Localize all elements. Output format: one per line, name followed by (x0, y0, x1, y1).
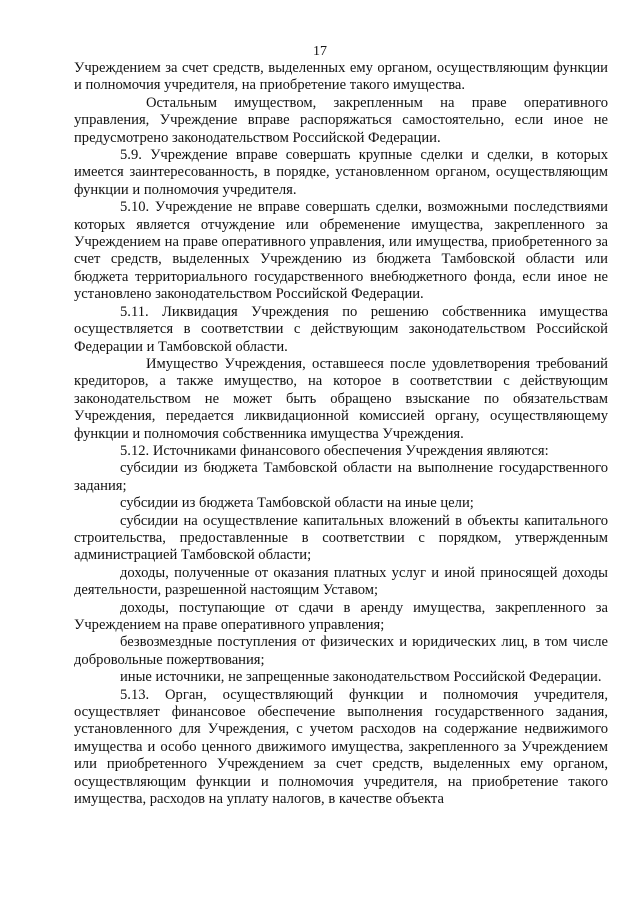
list-item-other-subsidies: субсидии из бюджета Тамбовской области на иные цели; (120, 495, 474, 512)
list-item-paid-services-income: доходы, полученные от оказания платных услуг и иной приносящей доходы деятельности, разрешенной настоящим Уставом; (74, 564, 608, 599)
paragraph-remaining-property: Остальным имуществом, закрепленным на праве оперативного управления, Учреждение вправе распоряжаться самостоятельно, если иное не предусмотрено законодательством Российской Федерации. (74, 94, 608, 146)
paragraph-5-12: 5.12. Источниками финансового обеспечения Учреждения являются: (120, 442, 549, 459)
list-item-other-sources: иные источники, не запрещенные законодательством Российской Федерации. (120, 669, 602, 686)
list-item-capital-subsidies: субсидии на осуществление капитальных вложений в объекты капитального строительства, предоставленные в соответствии с порядком, утвержденным администрацией Тамбовской области; (74, 512, 608, 564)
paragraph-continuation: Учреждением за счет средств, выделенных ему органом, осуществляющим функции и полномочия учредителя, на приобретение такого имущества. (74, 60, 608, 94)
list-item-donations: безвозмездные поступления от физических и юридических лиц, в том числе добровольные пожертвования; (74, 634, 608, 668)
paragraph-5-9: 5.9. Учреждение вправе совершать крупные сделки и сделки, в которых имеется заинтересованность, в порядке, установленном органом, осуществляющим функции и полномочия учредителя. (74, 147, 608, 198)
document-body (74, 60, 608, 808)
list-item-state-task-subsidies: субсидии из бюджета Тамбовской области на выполнение государственного задания; (74, 460, 608, 494)
paragraph-5-10: 5.10. Учреждение не вправе совершать сделки, возможными последствиями которых является отчуждение или обременение имущества, закрепленного за Учреждением на праве оперативного управления, или имущества, приобретенного за счет средств, выделенных Учреждению из бюджета Тамбовской области или бюджета территориального государственного внебюджетного фонда, если иное не установлено законодательством Российской Федерации. (74, 199, 608, 303)
paragraph-5-13: 5.13. Орган, осуществляющий функции и полномочия учредителя, осуществляет финансовое обеспечение выполнения государственного задания, установленного для Учреждения, с учетом расходов на содержание недвижимого имущества и особо ценного движимого имущества, закрепленного за Учреждением или приобретенного Учреждением за счет средств, выделенных ему органом, осуществляющим функции и полномочия учредителя, на приобретение такого имущества, расходов на уплату налогов, в качестве объекта (74, 686, 608, 808)
paragraph-5-11: 5.11. Ликвидация Учреждения по решению собственника имущества осуществляется в соответствии с действующим законодательством Российской Федерации и Тамбовской области. (74, 303, 608, 355)
page-number: 17 (313, 44, 327, 59)
list-item-rent-income: доходы, поступающие от сдачи в аренду имущества, закрепленного за Учреждением на праве оперативного управления; (74, 599, 608, 633)
paragraph-liquidation-property: Имущество Учреждения, оставшееся после удовлетворения требований кредиторов, а также имущество, на которое в соответствии с действующим законодательством не может быть обращено взыскание по обязательствам Учреждения, передается ликвидационной комиссией органу, осуществляющему функции и полномочия собственника имущества Учреждения. (74, 355, 608, 442)
